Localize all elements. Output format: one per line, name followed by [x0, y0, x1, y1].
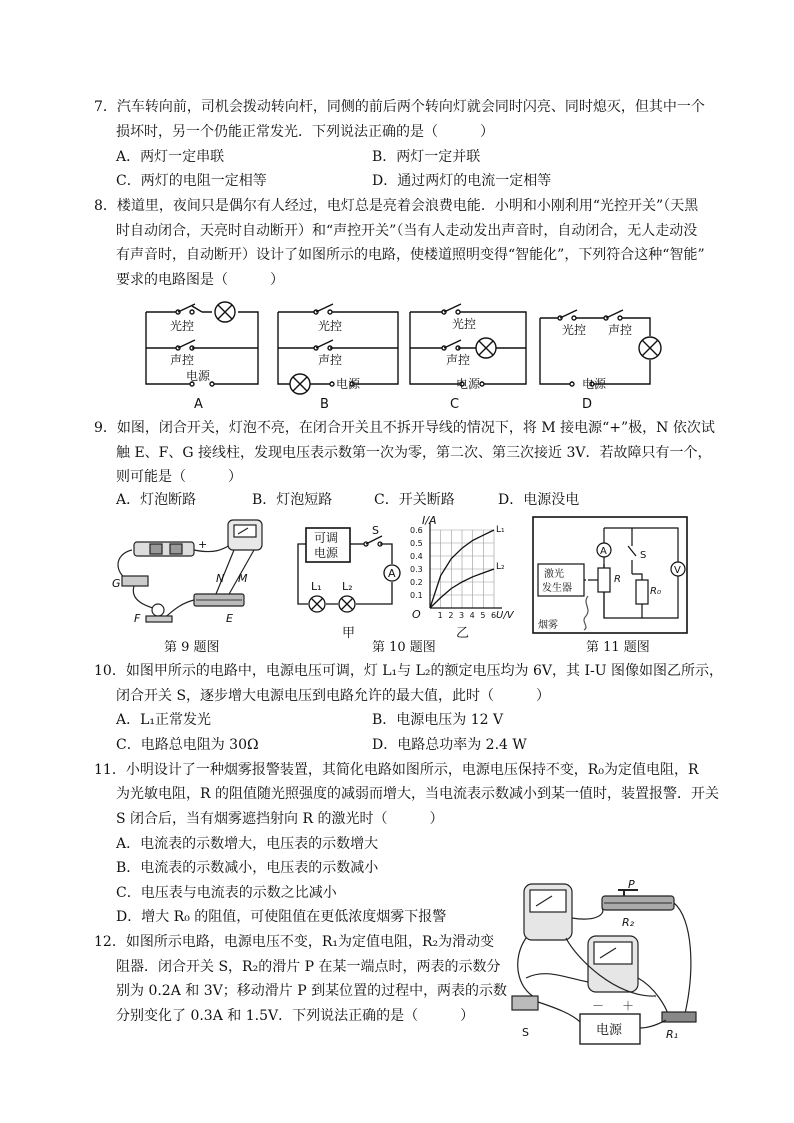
x-tick-label: 6 — [491, 611, 497, 620]
q8d-option-label: D — [582, 397, 593, 412]
x-tick-label: 5 — [480, 611, 486, 620]
q8c-power-label: 电源 — [456, 377, 481, 391]
q8d-power-label: 电源 — [582, 377, 607, 391]
q11-stem-line2: 为光敏电阻，R 的阻值随光照强度的减弱而增大，当电流表示数减小到某一值时，装置报警．开关 — [116, 786, 719, 802]
q10-stem-line2: 闭合开关 S，逐步增大电源电压到电路允许的最大值，此时（ ） — [116, 688, 551, 704]
q9-stem-line2: 触 E、F、G 接线柱，发现电压表示数第一次为零，第二次、第三次接近 3V．若故障只有一个， — [116, 445, 712, 461]
q9-figure-caption: 第 9 题图 — [164, 640, 220, 655]
q11-switch-label: S — [640, 550, 647, 561]
x-tick-label: 1 — [437, 611, 443, 620]
q8a-sound-label: 声控 — [170, 353, 195, 367]
series-label-2: L₂ — [496, 562, 505, 572]
q8-circuit-diagrams — [140, 296, 700, 414]
q8a-option-label: A — [194, 397, 203, 412]
q11-voltmeter-label: V — [674, 565, 681, 576]
q12-stem-line3: 别为 0.2A 和 3V；移动滑片 P 到某位置的过程中，两表的示数 — [116, 983, 508, 999]
bulb-icon — [152, 604, 164, 616]
q8d-light-label: 光控 — [562, 323, 587, 337]
lamp-l1-label: L₁ — [311, 580, 322, 593]
x-tick-label: 2 — [448, 611, 454, 620]
q10-iu-chart — [408, 512, 516, 622]
q12-s-label: S — [522, 1026, 529, 1039]
q8c-sound-label: 声控 — [446, 353, 471, 367]
switch-s-label: S — [372, 524, 379, 537]
q11-smoke-label: 烟雾 — [538, 620, 558, 631]
adj-power-label-2: 电源 — [314, 546, 339, 560]
q11-figure — [532, 516, 688, 634]
q9-stem-line1: 9．如图，闭合开关，灯泡不亮，在闭合开关且不拆开导线的情况下，将 M 接电源“+”极，N 依次试 — [94, 420, 715, 436]
q8b-option-label: B — [320, 397, 329, 412]
r0-resistor — [636, 580, 648, 604]
switch-icon — [628, 528, 636, 574]
q8c-option-label: C — [450, 397, 460, 412]
q10-option-c: C．电路总电阻为 30Ω — [116, 737, 259, 753]
q12-stem-line1: 12．如图所示电路，电源电压不变，R₁为定值电阻，R₂为滑动变 — [94, 934, 495, 950]
y-tick-label: 0.1 — [410, 591, 423, 600]
y-tick-label: 0.5 — [410, 539, 423, 548]
series-label-1: L₁ — [496, 525, 505, 535]
q11-option-b: B．电流表的示数减小，电压表的示数减小 — [116, 860, 379, 876]
q11-r0-label: R₀ — [650, 586, 661, 597]
q8a-light-label: 光控 — [170, 319, 195, 333]
q12-stem-line2: 阻器．闭合开关 S，R₂的滑片 P 在某一端点时，两表的示数分 — [116, 959, 501, 975]
svg-text:N: N — [216, 572, 225, 585]
svg-text:E: E — [226, 612, 233, 625]
q7-option-a: A．两灯一定串联 — [116, 149, 225, 165]
q9-option-d: D．电源没电 — [498, 492, 580, 508]
q11-stem-line3: S 闭合后，当有烟雾遮挡射向 R 的激光时（ ） — [116, 811, 444, 827]
q10-circuit-jia — [292, 522, 404, 622]
x-tick-label: 3 — [459, 611, 465, 620]
y-tick-label: 0.3 — [410, 565, 423, 574]
svg-text:F: F — [134, 612, 141, 625]
q7-option-b: B．两灯一定并联 — [372, 149, 481, 165]
q8a-power-label: 电源 — [186, 369, 211, 383]
q12-plus-label: ＋ — [622, 999, 635, 1013]
q11-laser-label-1: 激光 — [544, 569, 564, 580]
q10-figure-caption: 第 10 题图 — [372, 640, 436, 655]
svg-text:M: M — [238, 572, 248, 585]
switch-icon — [512, 996, 538, 1010]
q8-stem-line1: 8．楼道里，夜间只是偶尔有人经过，电灯总是亮着会浪费电能．小明和小刚利用“光控开关”（天黑 — [94, 198, 699, 214]
chart-origin-label: O — [412, 608, 421, 621]
q10-option-b: B．电源电压为 12 V — [372, 712, 504, 728]
q10-yi-label: 乙 — [456, 626, 470, 641]
battery-icon — [134, 542, 194, 556]
r1-resistor — [662, 1012, 696, 1022]
q8-circuit-b — [278, 304, 398, 412]
q8d-sound-label: 声控 — [608, 323, 633, 337]
q8-stem-line2: 时自动闭合，天亮时自动断开）和“声控开关”（当有人走动发出声音时，自动闭合，无人走动没 — [116, 223, 698, 239]
q12-p-label: P — [628, 878, 635, 891]
q10-stem-line1: 10．如图甲所示的电路中，电源电压可调，灯 L₁与 L₂的额定电压均为 6V，其 I-U 图像如图乙所示， — [94, 663, 723, 679]
q11-figure-caption: 第 11 题图 — [586, 640, 650, 655]
q11-ammeter-label: A — [600, 546, 607, 557]
q11-r-label: R — [614, 574, 621, 585]
switch-icon — [122, 576, 148, 586]
svg-text:G: G — [112, 577, 121, 590]
q11-option-c: C．电压表与电流表的示数之比减小 — [116, 885, 337, 901]
ammeter-label: A — [388, 567, 396, 580]
q8b-light-label: 光控 — [318, 319, 343, 333]
smoke-icon — [584, 596, 588, 630]
q11-option-a: A．电流表的示数增大，电压表的示数增大 — [116, 836, 379, 852]
q11-laser-label-2: 发生器 — [542, 583, 572, 594]
q12-minus-label: － — [592, 999, 605, 1013]
q9-option-b: B．灯泡短路 — [252, 492, 333, 508]
q9-option-a: A．灯泡断路 — [116, 492, 197, 508]
y-tick-label: 0.2 — [410, 578, 423, 587]
q10-option-d: D．电路总功率为 2.4 W — [372, 737, 527, 753]
q11-stem-line1: 11．小明设计了一种烟雾报警装置，其简化电路如图所示，电源电压保持不变，R₀为定值电阻，R — [94, 762, 699, 778]
q7-option-d: D．通过两灯的电流一定相等 — [372, 173, 552, 189]
q12-stem-line4: 分别变化了 0.3A 和 1.5V．下列说法正确的是（ ） — [116, 1008, 475, 1024]
q9-figure — [104, 514, 272, 636]
y-tick-label: 0.6 — [410, 526, 423, 535]
chart-y-axis-label: I/A — [422, 514, 437, 527]
q7-stem-line2: 损坏时，另一个仍能正常发光．下列说法正确的是（ ） — [116, 124, 494, 140]
chart-x-axis-label: U/V — [496, 610, 514, 621]
q7-stem-line1: 7．汽车转向前，司机会拨动转向杆，同侧的前后两个转向灯就会同时闪亮、同时熄灭，但其中一个 — [94, 99, 705, 115]
q9-stem-line3: 则可能是（ ） — [116, 469, 242, 485]
q8-circuit-a — [146, 302, 258, 412]
q8-circuit-c — [410, 304, 526, 412]
q12-r1-label: R₁ — [666, 1028, 679, 1041]
adj-power-label-1: 可调 — [314, 531, 339, 545]
q11-option-d: D．增大 R₀ 的阻值，可使阻值在更低浓度烟雾下报警 — [116, 909, 447, 925]
q8-stem-line3: 有声音时，自动断开）设计了如图所示的电路，使楼道照明变得“智能化”，下列符合这种“智能” — [116, 247, 705, 263]
y-tick-label: 0.4 — [410, 552, 423, 561]
q12-figure — [506, 878, 702, 1050]
x-tick-label: 4 — [469, 611, 475, 620]
q9-option-c: C．开关断路 — [374, 492, 455, 508]
q10-jia-label: 甲 — [342, 626, 356, 641]
photoresistor-icon — [598, 568, 610, 592]
q8b-sound-label: 声控 — [318, 353, 343, 367]
q12-r2-label: R₂ — [622, 916, 635, 929]
lamp-l2-label: L₂ — [342, 580, 353, 593]
svg-text:+: + — [198, 538, 208, 551]
q10-option-a: A．L₁正常发光 — [116, 712, 212, 728]
q12-power-label: 电源 — [596, 1023, 623, 1038]
q8c-light-label: 光控 — [452, 317, 477, 331]
q7-option-c: C．两灯的电阻一定相等 — [116, 173, 267, 189]
q8b-power-label: 电源 — [336, 377, 361, 391]
q8-circuit-d — [540, 310, 661, 412]
q8-stem-line4: 要求的电路图是（ ） — [116, 272, 284, 288]
